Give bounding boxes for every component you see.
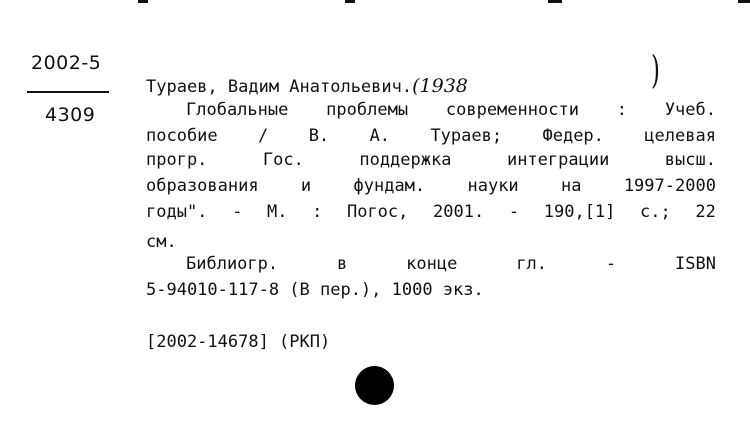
word: / bbox=[258, 126, 269, 146]
word: Тураев; bbox=[430, 126, 503, 146]
word: : bbox=[312, 202, 323, 222]
word: интеграции bbox=[506, 150, 610, 170]
word: Погос, bbox=[346, 202, 409, 222]
word: 1997-2000 bbox=[623, 176, 716, 196]
word: Гос. bbox=[262, 150, 304, 170]
word: годы". bbox=[146, 202, 208, 222]
call-number-divider bbox=[27, 91, 109, 93]
word: и bbox=[300, 176, 312, 196]
body-line-5 bbox=[146, 200, 716, 224]
word: - bbox=[605, 254, 617, 274]
body-line-2 bbox=[146, 124, 716, 148]
word: М. bbox=[266, 202, 288, 222]
registration-number: [2002-14678] (РКП) bbox=[146, 332, 331, 352]
word: конце bbox=[406, 254, 458, 274]
body-line-7 bbox=[186, 252, 716, 276]
word: 190,[1] bbox=[543, 202, 616, 222]
word: - bbox=[508, 202, 520, 222]
word: В. bbox=[308, 126, 330, 146]
author-heading bbox=[146, 74, 468, 99]
word: Глобальные bbox=[186, 100, 289, 120]
word: гл. bbox=[516, 254, 547, 274]
word: : bbox=[616, 100, 627, 120]
body-line-3 bbox=[146, 148, 716, 172]
word: образования bbox=[146, 176, 259, 196]
word: поддержка bbox=[359, 150, 452, 170]
word: с.; bbox=[640, 202, 671, 222]
top-edge-mark bbox=[548, 0, 562, 3]
word: А. bbox=[369, 126, 391, 146]
word: высш. bbox=[664, 150, 716, 170]
word: - bbox=[232, 202, 243, 222]
word: Федер. bbox=[542, 126, 604, 146]
body-line-6: см. bbox=[146, 232, 177, 252]
word: Учеб. bbox=[664, 100, 716, 120]
word: прогр. bbox=[146, 150, 208, 170]
call-number-bottom: 4309 bbox=[45, 104, 96, 126]
word: Библиогр. bbox=[186, 254, 279, 274]
word: фундам. bbox=[353, 176, 426, 196]
word: науки bbox=[467, 176, 519, 196]
body-line-8: 5-94010-117-8 (В пер.), 1000 экз. bbox=[146, 280, 484, 300]
word: пособие bbox=[146, 126, 218, 146]
word: 22 bbox=[695, 202, 716, 222]
body-line-1 bbox=[186, 98, 716, 122]
punch-hole bbox=[355, 366, 394, 405]
top-edge-mark bbox=[345, 0, 355, 3]
word: на bbox=[561, 176, 582, 196]
author-name: Тураев, Вадим Анатольевич. bbox=[146, 77, 413, 97]
word: ISBN bbox=[674, 254, 716, 274]
word: в bbox=[337, 254, 348, 274]
word: современности bbox=[445, 100, 579, 120]
top-edge-mark bbox=[138, 0, 148, 3]
word: проблемы bbox=[326, 100, 409, 120]
handwritten-closing-paren: ) bbox=[650, 48, 660, 92]
word: 2001. bbox=[433, 202, 485, 222]
call-number-top: 2002-5 bbox=[31, 52, 102, 74]
body-line-4 bbox=[146, 174, 716, 198]
handwritten-birth-year: (1938 bbox=[412, 75, 468, 97]
top-edge-mark bbox=[738, 0, 750, 3]
word: целевая bbox=[644, 126, 716, 146]
